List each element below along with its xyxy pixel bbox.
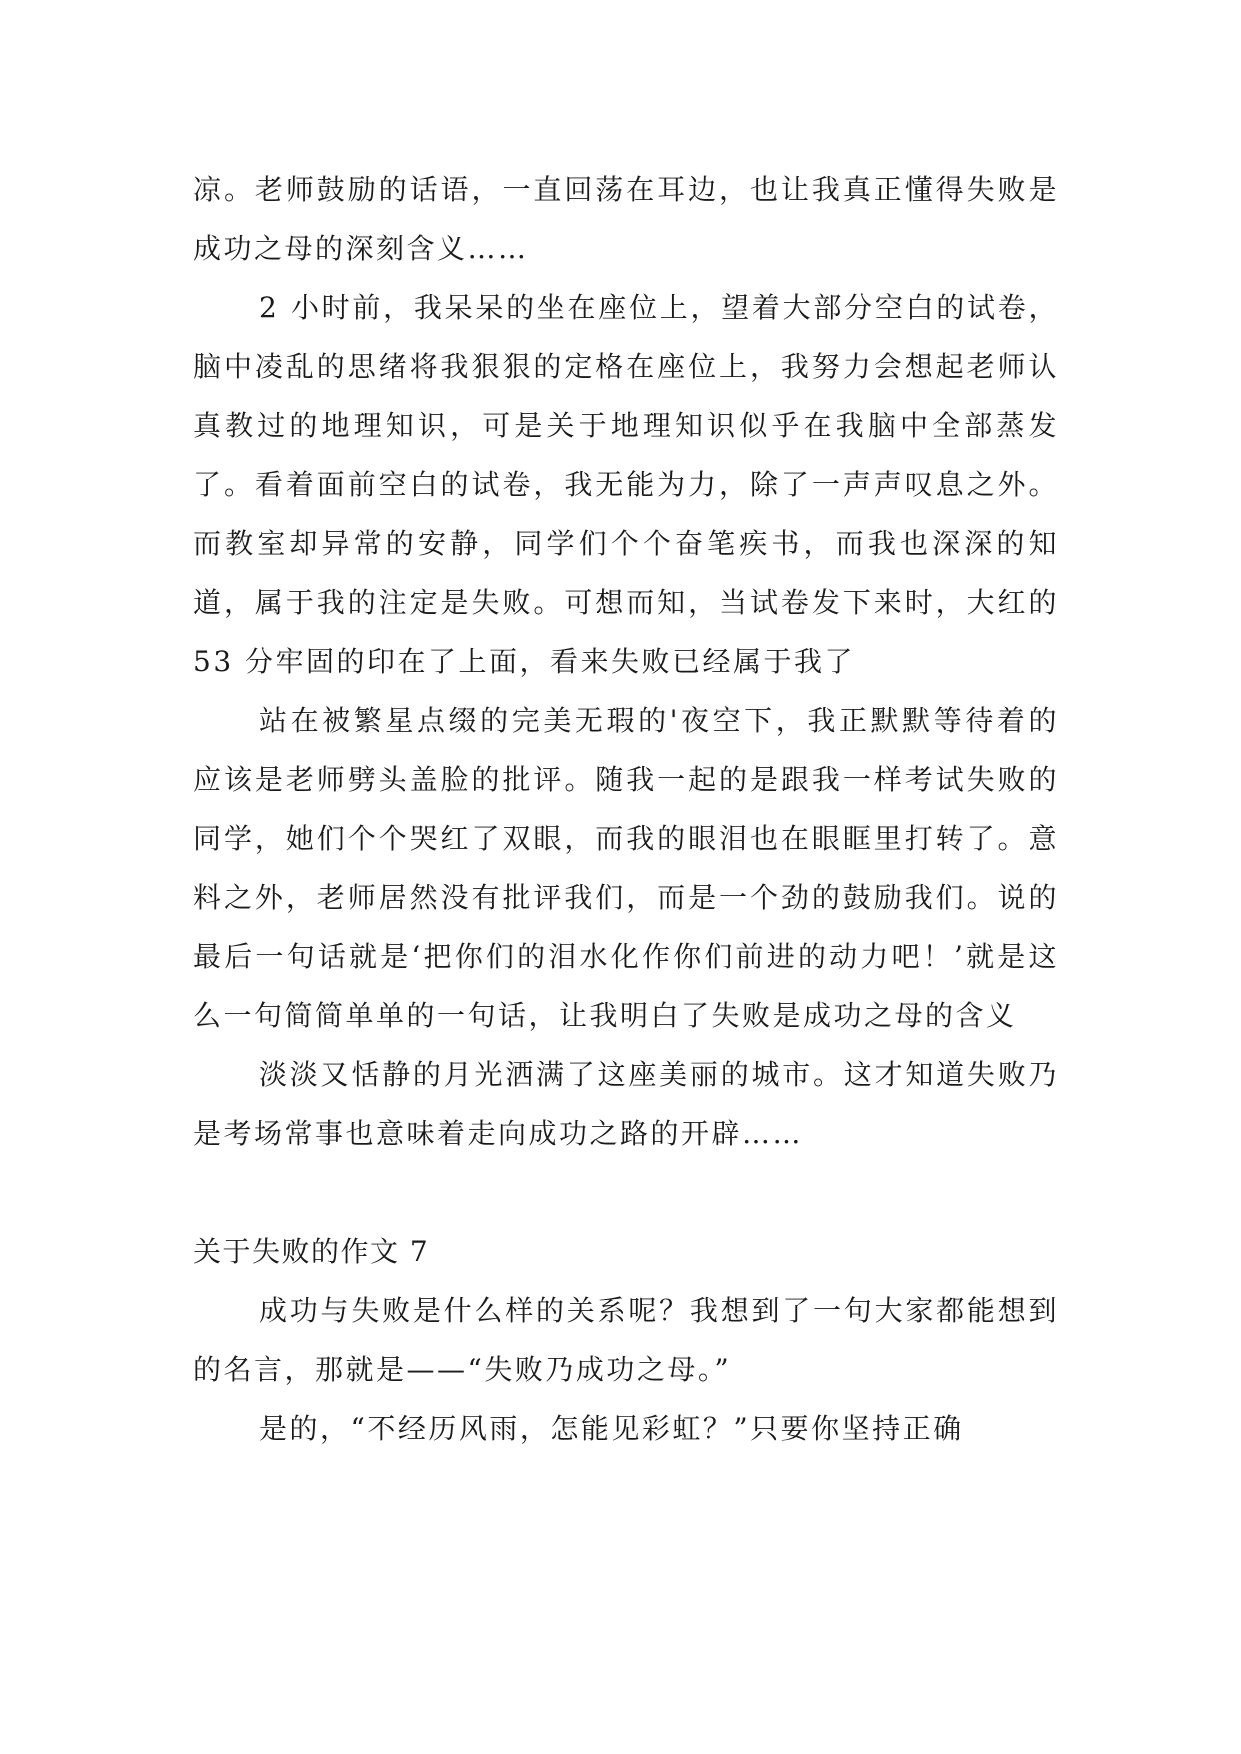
paragraph-moonlight: 淡淡又恬静的月光洒满了这座美丽的城市。这才知道失败乃是考场常事也意味着走向成功之路的开辟……: [193, 1058, 1059, 1150]
paragraph-success-failure: 成功与失败是什么样的关系呢？我想到了一句大家都能想到的名言，那就是——“失败乃成功之母。”: [193, 1294, 1059, 1386]
paragraph-rainbow: 是的，“不经历风雨，怎能见彩虹？”只要你坚持正确: [259, 1412, 964, 1445]
paragraph-teacher-encouragement: 站在被繁星点缀的完美无瑕的'夜空下，我正默默等待着的应该是老师劈头盖脸的批评。随我一起的是跟我一样考试失败的同学，她们个个哭红了双眼，而我的眼泪也在眼眶里打转了。意料之外，老师居然没有批评我们，而是一个劲的鼓励我们。说的最后一句话就是‘把你们的泪水化作你们前进的动力吧！’就是这么一句简简单单的一句话，让我明白了失败是成功之母的含义: [193, 704, 1059, 1032]
paragraph-continuation: 凉。老师鼓励的话语，一直回荡在耳边，也让我真正懂得失败是成功之母的深刻含义……: [193, 173, 1059, 265]
document-body: [193, 160, 1059, 1458]
paragraph-exam-memory: 2 小时前，我呆呆的坐在座位上，望着大部分空白的试卷，脑中凌乱的思绪将我狠狠的定格在座位上，我努力会想起老师认真教过的地理知识，可是关于地理知识似乎在我脑中全部蒸发了。看着面前空白的试卷，我无能为力，除了一声声叹息之外。而教室却异常的安静，同学们个个奋笔疾书，而我也深深的知道，属于我的注定是失败。可想而知，当试卷发下来时，大红的 53 分牢固的印在了上面，看来失败已经属于我了: [193, 291, 1059, 678]
section-title: 关于失败的作文 7: [193, 1235, 430, 1268]
